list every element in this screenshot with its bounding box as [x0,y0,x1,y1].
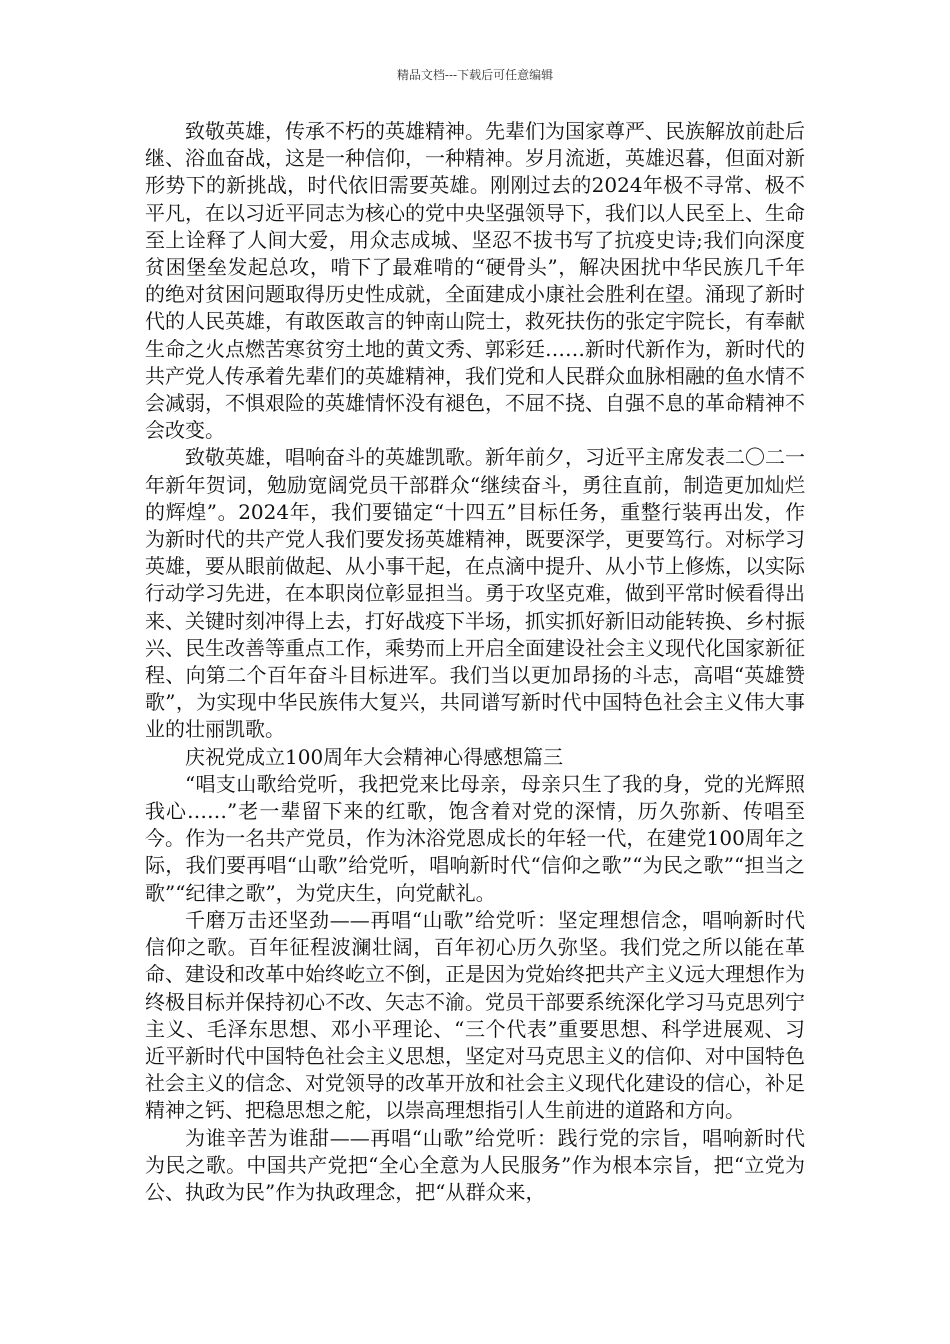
paragraph: 千磨万击还坚劲——再唱“山歌”给党听：坚定理想信念，唱响新时代信仰之歌。百年征程波澜壮阔，百年初心历久弥坚。我们党之所以能在革命、建设和改革中始终屹立不倒，正是因为党始终把共产主义远大理想作为终极目标并保持初心不改、矢志不渝。党员干部要系统深化学习马克思列宁主义、毛泽东思想、邓小平理论、“三个代表”重要思想、科学进展观、习近平新时代中国特色社会主义思想，坚定对马克思主义的信仰、对中国特色社会主义的信念、对党领导的改革开放和社会主义现代化建设的信心，补足精神之钙、把稳思想之舵，以崇高理想指引人生前进的道路和方向。 [145,907,805,1123]
paragraph: 致敬英雄，传承不朽的英雄精神。先辈们为国家尊严、民族解放前赴后继、浴血奋战，这是一种信仰，一种精神。岁月流逝，英雄迟暮，但面对新形势下的新挑战，时代依旧需要英雄。刚刚过去的2024年极不寻常、极不平凡，在以习近平同志为核心的党中央坚强领导下，我们以人民至上、生命至上诠释了人间大爱，用众志成城、坚忍不拔书写了抗疫史诗;我们向深度贫困堡垒发起总攻，啃下了最难啃的“硬骨头”，解决困扰中华民族几千年的绝对贫困问题取得历史性成就，全面建成小康社会胜利在望。涌现了新时代的人民英雄，有敢医敢言的钟南山院士，救死扶伤的张定宇院长，有奉献生命之火点燃苦寒贫穷土地的黄文秀、郭彩廷……新时代新作为，新时代的共产党人传承着先辈们的英雄精神，我们党和人民群众血脉相融的鱼水情不会减弱，不惧艰险的英雄情怀没有褪色，不屈不挠、自强不息的革命精神不会改变。 [145,119,805,443]
paragraph: 为谁辛苦为谁甜——再唱“山歌”给党听：践行党的宗旨，唱响新时代为民之歌。中国共产党把“全心全意为人民服务”作为根本宗旨，把“立党为公、执政为民”作为执政理念，把“从群众来， [145,1125,805,1204]
paragraph: 致敬英雄，唱响奋斗的英雄凯歌。新年前夕，习近平主席发表二〇二一年新年贺词，勉励宽阔党员干部群众“继续奋斗，勇往直前，制造更加灿烂的辉煌”。2024年，我们要锚定“十四五”目标任务，重整行装再出发，作为新时代的共产党人我们要发扬英雄精神，既要深学，更要笃行。对标学习英雄，要从眼前做起、从小事干起，在点滴中提升、从小节上修炼，以实际行动学习先进，在本职岗位彰显担当。勇于攻坚克难，做到平常时候看得出来、关键时刻冲得上去，打好战疫下半场，抓实抓好新旧动能转换、乡村振兴、民生改善等重点工作，乘势而上开启全面建设社会主义现代化国家新征程、向第二个百年奋斗目标进军。我们当以更加昂扬的斗志，高唱“英雄赞歌”，为实现中华民族伟大复兴，共同谱写新时代中国特色社会主义伟大事业的壮丽凯歌。 [145,445,805,742]
document-body [145,118,805,1206]
header-note: 精品文档---下载后可任意编辑 [396,68,554,82]
paragraph: “唱支山歌给党听，我把党来比母亲，母亲只生了我的身，党的光辉照我心……”老一辈留下来的红歌，饱含着对党的深情，历久弥新、传唱至今。作为一名共产党员，作为沐浴党恩成长的年轻一代，在建党100周年之际，我们要再唱“山歌”给党听，唱响新时代“信仰之歌”“为民之歌”“担当之歌”“纪律之歌”，为党庆生，向党献礼。 [145,771,805,905]
section-heading: 庆祝党成立100周年大会精神心得感想篇三 [185,744,564,769]
